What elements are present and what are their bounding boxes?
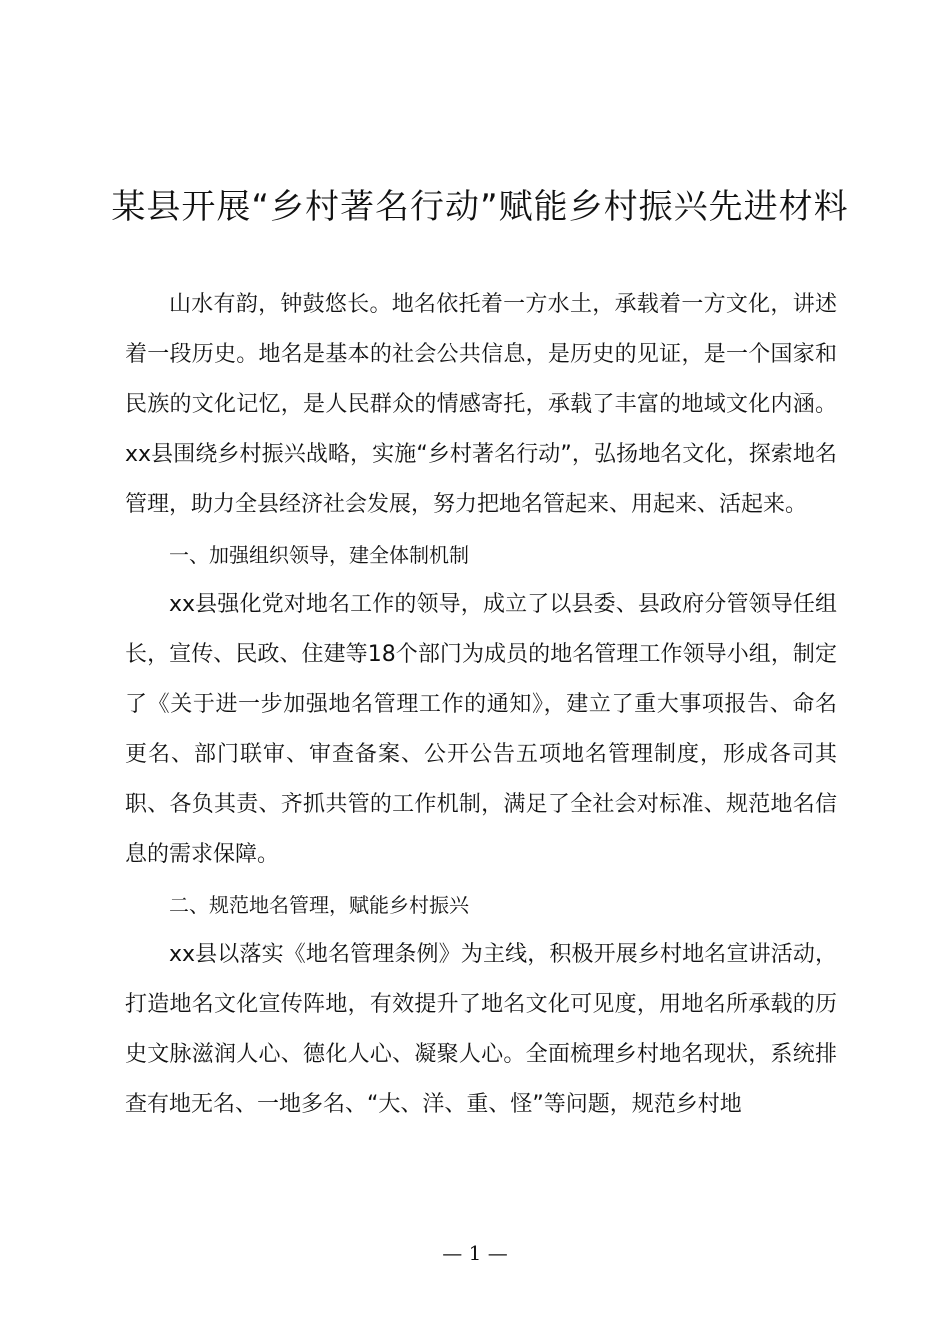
page-number: — 1 — — [442, 1241, 508, 1265]
section-heading-1: 一、加强组织领导，建全体制机制 — [169, 543, 469, 567]
section-heading-2: 二、规范地名管理，赋能乡村振兴 — [169, 893, 469, 917]
paragraph-section-2: xx县以落实《地名管理条例》为主线，积极开展乡村地名宣讲活动，打造地名文化宣传阵地，有效提升了地名文化可见度，用地名所承载的历史文脉滋润人心、德化人心、凝聚人心。全面梳理乡村地名现状，系统排查有地无名、一地多名、“大、洋、重、怪”等问题，规范乡村地 — [125, 942, 837, 1117]
document-title: 某县开展“乡村著名行动”赋能乡村振兴先进材料 — [111, 187, 849, 227]
paragraph-section-1: xx县强化党对地名工作的领导，成立了以县委、县政府分管领导任组长，宣传、民政、住建等18个部门为成员的地名管理工作领导小组，制定了《关于进一步加强地名管理工作的通知》，建立了重大事项报告、命名更名、部门联审、审查备案、公开公告五项地名管理制度，形成各司其职、各负其责、齐抓共管的工作机制，满足了全社会对标准、规范地名信息的需求保障。 — [125, 592, 837, 867]
document-body — [125, 280, 837, 1130]
paragraph-intro: 山水有韵，钟鼓悠长。地名依托着一方水土，承载着一方文化，讲述着一段历史。地名是基本的社会公共信息，是历史的见证，是一个国家和民族的文化记忆，是人民群众的情感寄托，承载了丰富的地域文化内涵。xx县围绕乡村振兴战略，实施“乡村著名行动”，弘扬地名文化，探索地名管理，助力全县经济社会发展，努力把地名管起来、用起来、活起来。 — [125, 292, 837, 517]
